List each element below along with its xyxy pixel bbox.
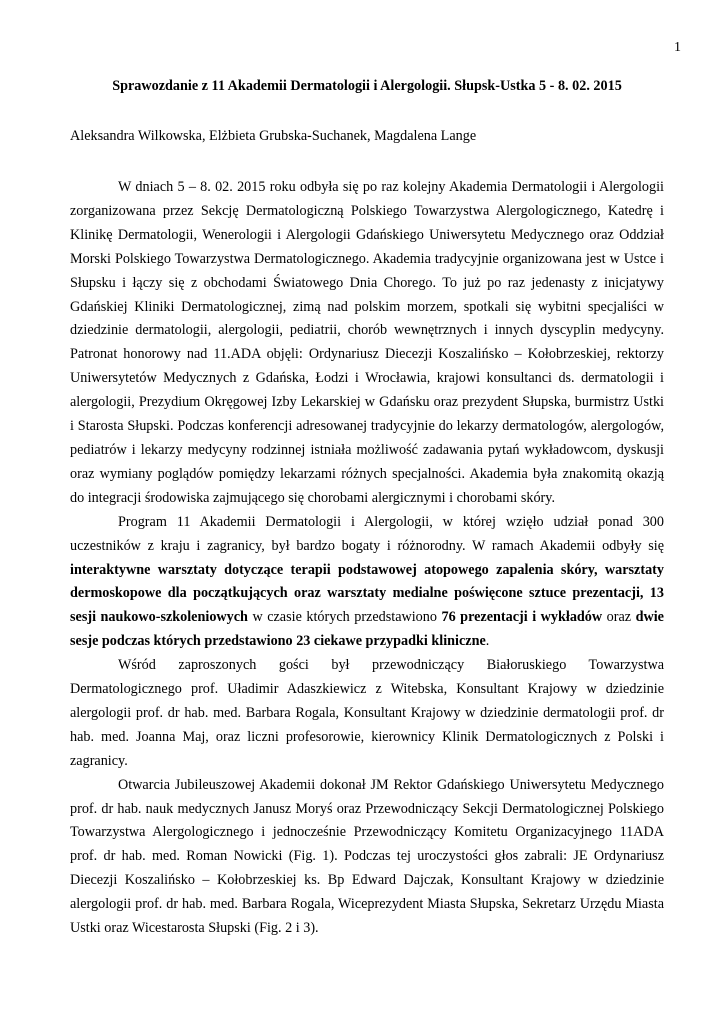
body-paragraph — [70, 774, 664, 941]
text-segment: Otwarcia Jubileuszowej Akademii dokonał JM Rektor Gdańskiego Uniwersytetu Medycznego prof. dr hab. nauk medycznych Janusz Moryś oraz Przewodniczący Sekcji Dermatologicznej Polskiego Towarzystwa Alergologicznego i jednocześnie Przewodniczący Komitetu Organizacyjnego 11ADA prof. dr hab. med. Roman Nowicki (Fig. 1). Podczas tej uroczystości głos zabrali: JE Ordynariusz Diecezji Koszalińsko – Kołobrzeskiej ks. Bp Edward Dajczak, Konsultant Krajowy w dziedzinie alergologii prof. dr hab. med. Barbara Rogala, Wiceprezydent Miasta Słupska, Sekretarz Urzędu Miasta Ustki oraz Wicestarosta Słupski (Fig. 2 i 3). — [70, 776, 664, 937]
text-segment: Wśród zaproszonych gości był przewodniczący Białoruskiego Towarzystwa Dermatologicznego prof. Uładimir Adaszkiewicz z Witebska, Konsultant Krajowy w dziedzinie alergologii prof. dr hab. med. Barbara Rogala, Konsultant Krajowy w dziedzinie dermatologii prof. dr hab. med. Joanna Maj, oraz liczni profesorowie, kierownicy Klinik Dermatologicznych z Polski i zagranicy. — [70, 657, 664, 769]
body-text — [70, 176, 664, 941]
page-number: 1 — [674, 40, 681, 55]
body-paragraph — [70, 176, 664, 511]
text-segment: W dniach 5 – 8. 02. 2015 roku odbyła się po raz kolejny Akademia Dermatologii i Alergologii zorganizowana przez Sekcję Dermatologiczną Polskiego Towarzystwa Alergologicznego, Katedrę i Klinikę Dermatologii, Wenerologii i Alergologii Gdańskiego Uniwersytetu Medycznego oraz Oddział Morski Polskiego Towarzystwa Dermatologicznego. Akademia tradycyjnie organizowana jest w Ustce i Słupsku i łączy się z obchodami Światowego Dnia Chorego. To już po raz jedenasty z inicjatywy Gdańskiej Kliniki Dermatologicznej, zimą nad polskim morzem, spotkali się wybitni specjaliści w dziedzinie dermatologii, alergologii, pediatrii, chorób wewnętrznych i innych dyscyplin medycyny. Patronat honorowy nad 11.ADA objęli: Ordynariusz Diecezji Koszalińsko – Kołobrzeskiej, rektorzy Uniwersytetów Medycznych z Gdańska, Łodzi i Wrocławia, krajowi konsultanci ds. dermatologii i alergologii, Prezydium Okręgowej Izby Lekarskiej w Gdańsku oraz prezydent Słupska, burmistrz Ustki i Starosta Słupski. Podczas konferencji adresowanej tradycyjnie do lekarzy dermatologów, alergologów, pediatrów i lekarzy medycyny rodzinnej istniała możliwość zadawania pytań wykładowcom, dyskusji oraz wymiany poglądów pomiędzy lekarzami różnych specjalności. Akademia była znakomitą okazją do integracji środowiska zajmującego się chorobami alergicznymi i chorobami skóry. — [70, 179, 664, 506]
bold-text-segment: 76 prezentacji i wykładów — [441, 609, 603, 626]
text-segment: oraz — [602, 609, 636, 626]
bold-text-segment: dwie sesje podczas których przedstawiono 23 ciekawe przypadki kliniczne — [70, 609, 664, 650]
bold-text-segment: interaktywne warsztaty dotyczące terapii podstawowej atopowego zapalenia skóry, warsztaty dermoskopowe dla początkujących oraz warsztaty medialne poświęcone sztuce prezentacji, 13 sesji naukowo-szkoleniowych — [70, 561, 664, 626]
text-segment: w czasie których przedstawiono — [247, 609, 442, 626]
text-segment: . — [485, 633, 490, 650]
text-segment: Program 11 Akademii Dermatologii i Alergologii, w której wzięło udział ponad 300 uczestników z kraju i zagranicy, był bardzo bogaty i różnorodny. W ramach Akademii odbyły się — [70, 513, 664, 554]
authors-line: Aleksandra Wilkowska, Elżbieta Grubska-Suchanek, Magdalena Lange — [70, 128, 477, 144]
body-paragraph — [70, 654, 664, 774]
body-paragraph — [70, 511, 664, 654]
document-title: Sprawozdanie z 11 Akademii Dermatologii i Alergologii. Słupsk-Ustka 5 - 8. 02. 2015 — [112, 78, 622, 94]
